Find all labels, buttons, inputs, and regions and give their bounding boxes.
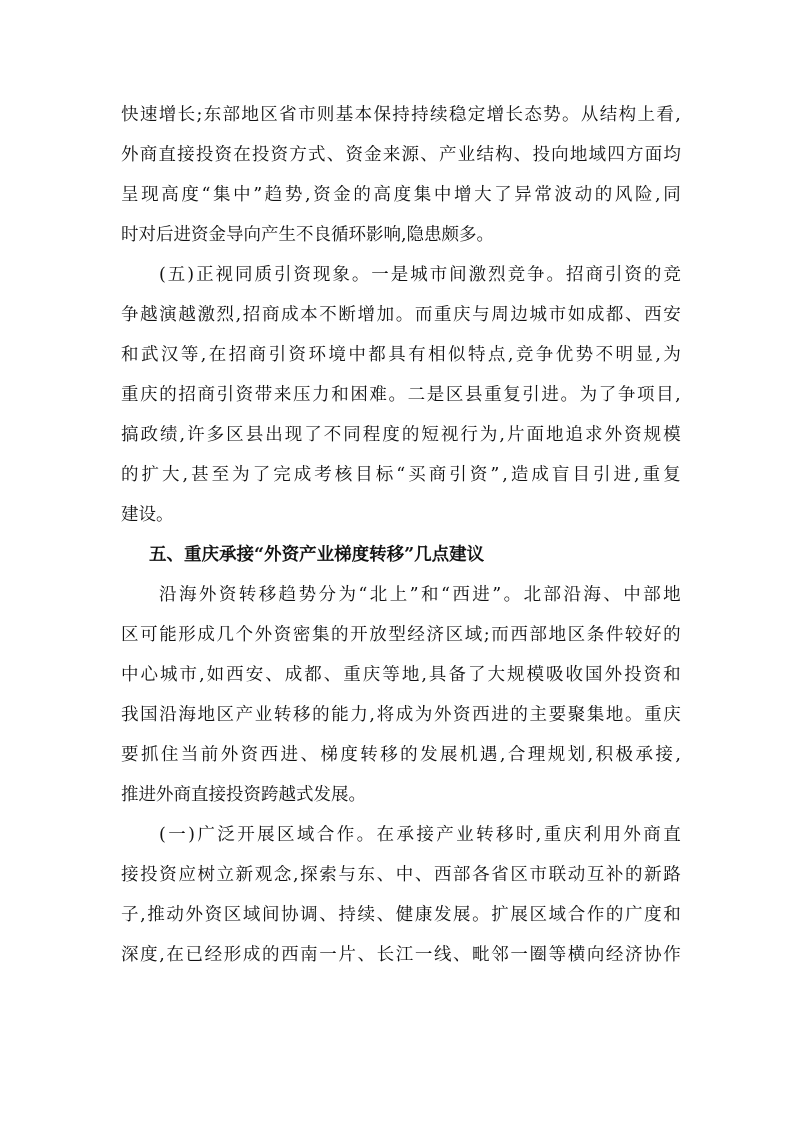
text-line: 的 扩 大 , 甚 至 为 了 完 成 考 核 目 标 “ 买 商 引 资 ” , 造 成 盲 目 引 进 , 重 复 [121, 465, 681, 485]
text-line: 接 投 资 应 树 立 新 观 念 , 探 索 与 东 、 中 、 西 部 各 省 区 市 联 动 互 补 的 新 路 [121, 865, 681, 885]
text-line: 争 越 演 越 激 烈 , 招 商 成 本 不 断 增 加 。 而 重 庆 与 周 边 城 市 如 成 都 、 西 安 [121, 305, 681, 325]
text-line: 建设。 [121, 505, 174, 525]
text-line: 时对后进资金导向产生不良循环影响,隐患颇多。 [121, 225, 495, 245]
text-line: 中 心 城 市 , 如 西 安 、 成 都 、 重 庆 等 地 , 具 备 了 大 规 模 吸 收 国 外 投 资 和 [121, 665, 681, 685]
text-line: 推进外商直接投资跨越式发展。 [121, 785, 366, 805]
paragraph-start-line: ( 一 ) 广 泛 开 展 区 域 合 作 。 在 承 接 产 业 转 移 时 , 重 庆 利 用 外 商 直 [159, 825, 681, 845]
text-line: 和 武 汉 等 , 在 招 商 引 资 环 境 中 都 具 有 相 似 特 点 , 竞 争 优 势 不 明 显 , 为 [121, 345, 681, 365]
text-line: 外 商 直 接 投 资 在 投 资 方 式 、 资 金 来 源 、 产 业 结 构 、 投 向 地 域 四 方 面 均 [121, 145, 681, 165]
text-line: 子 , 推 动 外 资 区 域 间 协 调 、 持 续 、 健 康 发 展 。 扩 展 区 域 合 作 的 广 度 和 [121, 905, 681, 925]
text-line: 要 抓 住 当 前 外 资 西 进 、 梯 度 转 移 的 发 展 机 遇 , 合 理 规 划 , 积 极 承 接 , [121, 745, 681, 765]
text-line: 搞 政 绩 , 许 多 区 县 出 现 了 不 同 程 度 的 短 视 行 为 , 片 面 地 追 求 外 资 规 模 [121, 425, 681, 445]
text-line: 区 可 能 形 成 几 个 外 资 密 集 的 开 放 型 经 济 区 域 ; 而 西 部 地 区 条 件 较 好 的 [121, 625, 681, 645]
text-line: 快 速 增 长 ; 东 部 地 区 省 市 则 基 本 保 持 持 续 稳 定 增 长 态 势 。 从 结 构 上 看 , [121, 105, 681, 125]
paragraph-start-line: 沿 海 外 资 转 移 趋 势 分 为 “ 北 上 ” 和 “ 西 进 ” 。 北 部 沿 海 、 中 部 地 [159, 585, 681, 605]
text-line: 我 国 沿 海 地 区 产 业 转 移 的 能 力 , 将 成 为 外 资 西 进 的 主 要 聚 集 地 。 重 庆 [121, 705, 681, 725]
text-line: 呈 现 高 度 “ 集 中 ” 趋 势 , 资 金 的 高 度 集 中 增 大 了 异 常 波 动 的 风 险 , 同 [121, 185, 681, 205]
text-line: 重 庆 的 招 商 引 资 带 来 压 力 和 困 难 。 二 是 区 县 重 复 引 进 。 为 了 争 项 目 , [121, 385, 681, 405]
section-heading: 五、重庆承接“外资产业梯度转移”几点建议 [149, 545, 485, 565]
text-line: 深 度 , 在 已 经 形 成 的 西 南 一 片 、 长 江 一 线 、 毗 邻 一 圈 等 横 向 经 济 协 作 [121, 945, 681, 965]
document-body [121, 95, 681, 975]
paragraph-start-line: ( 五 ) 正 视 同 质 引 资 现 象 。 一 是 城 市 间 激 烈 竞 争 。 招 商 引 资 的 竞 [159, 265, 681, 285]
